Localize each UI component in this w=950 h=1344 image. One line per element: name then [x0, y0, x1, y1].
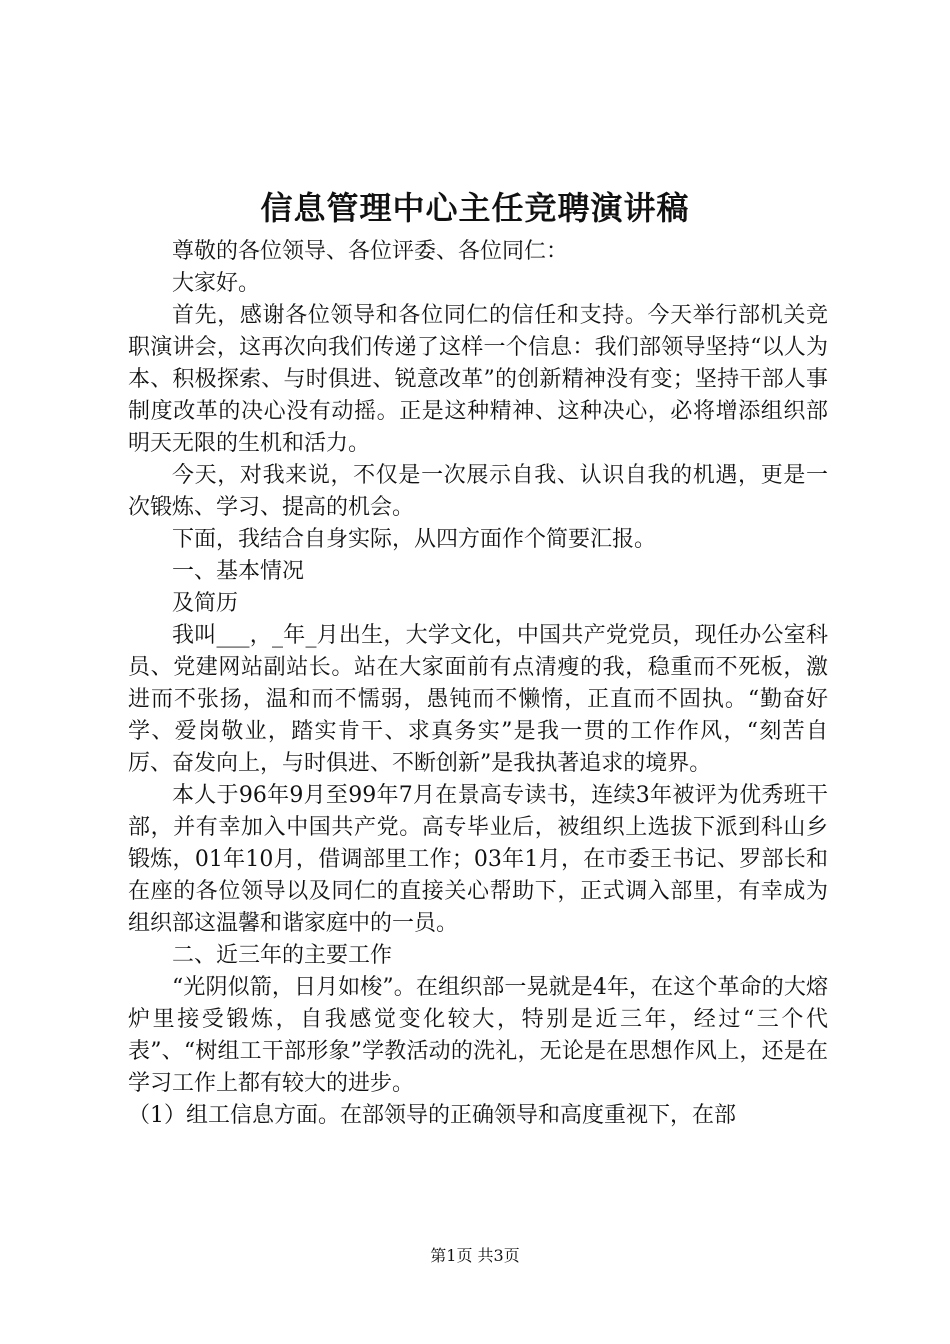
greeting: 大家好。	[172, 271, 261, 296]
section-heading-basic: 一、基本情况	[172, 559, 305, 584]
paragraph-opportunity: 今天，对我来说，不仅是一次展示自我、认识自我的机遇，更是一次锻炼、学习、提高的机会。	[128, 463, 828, 520]
section-heading-work: 二、近三年的主要工作	[172, 943, 393, 968]
paragraph-intro: 下面，我结合自身实际，从四方面作个简要汇报。	[172, 527, 657, 552]
section-heading-resume: 及简历	[172, 591, 239, 616]
document-body	[128, 236, 828, 1132]
paragraph-info-work: （1）组工信息方面。在部领导的正确领导和高度重视下，在部	[128, 1103, 736, 1128]
paragraph-education: 本人于96年9月至99年7月在景高专读书，连续3年被评为优秀班干部，并有幸加入中国共产党。高专毕业后，被组织上选拔下派到科山乡锻炼，01年10月，借调部里工作；03年1月，在市委王书记、罗部长和在座的各位领导以及同仁的直接关心帮助下，正式调入部里，有幸成为组织部这温馨和谐家庭中的一员。	[128, 783, 828, 936]
paragraph-self-intro: 我叫___，_年_月出生，大学文化，中国共产党党员，现任办公室科员、党建网站副站长。站在大家面前有点清瘦的我，稳重而不死板，激进而不张扬，温和而不懦弱，愚钝而不懒惰，正直而不固执。“勤奋好学、爱岗敬业，踏实肯干、求真务实”是我一贯的工作作风，“刻苦自厉、奋发向上，与时俱进、不断创新”是我执著追求的境界。	[128, 623, 828, 776]
salutation: 尊敬的各位领导、各位评委、各位同仁：	[172, 239, 569, 264]
page-number: 第1页 共3页	[430, 1246, 520, 1265]
paragraph-work-overview: “光阴似箭，日月如梭”。在组织部一晃就是4年，在这个革命的大熔炉里接受锻炼，自我感觉变化较大，特别是近三年，经过“三个代表”、“树组工干部形象”学教活动的洗礼，无论是在思想作风上，还是在学习工作上都有较大的进步。	[128, 975, 828, 1096]
document-title: 信息管理中心主任竞聘演讲稿	[260, 189, 690, 227]
paragraph-thanks: 首先，感谢各位领导和各位同仁的信任和支持。今天举行部机关竞职演讲会，这再次向我们传递了这样一个信息：我们部领导坚持“以人为本、积极探索、与时俱进、锐意改革”的创新精神没有变；坚持干部人事制度改革的决心没有动摇。正是这种精神、这种决心，必将增添组织部明天无限的生机和活力。	[128, 303, 828, 456]
